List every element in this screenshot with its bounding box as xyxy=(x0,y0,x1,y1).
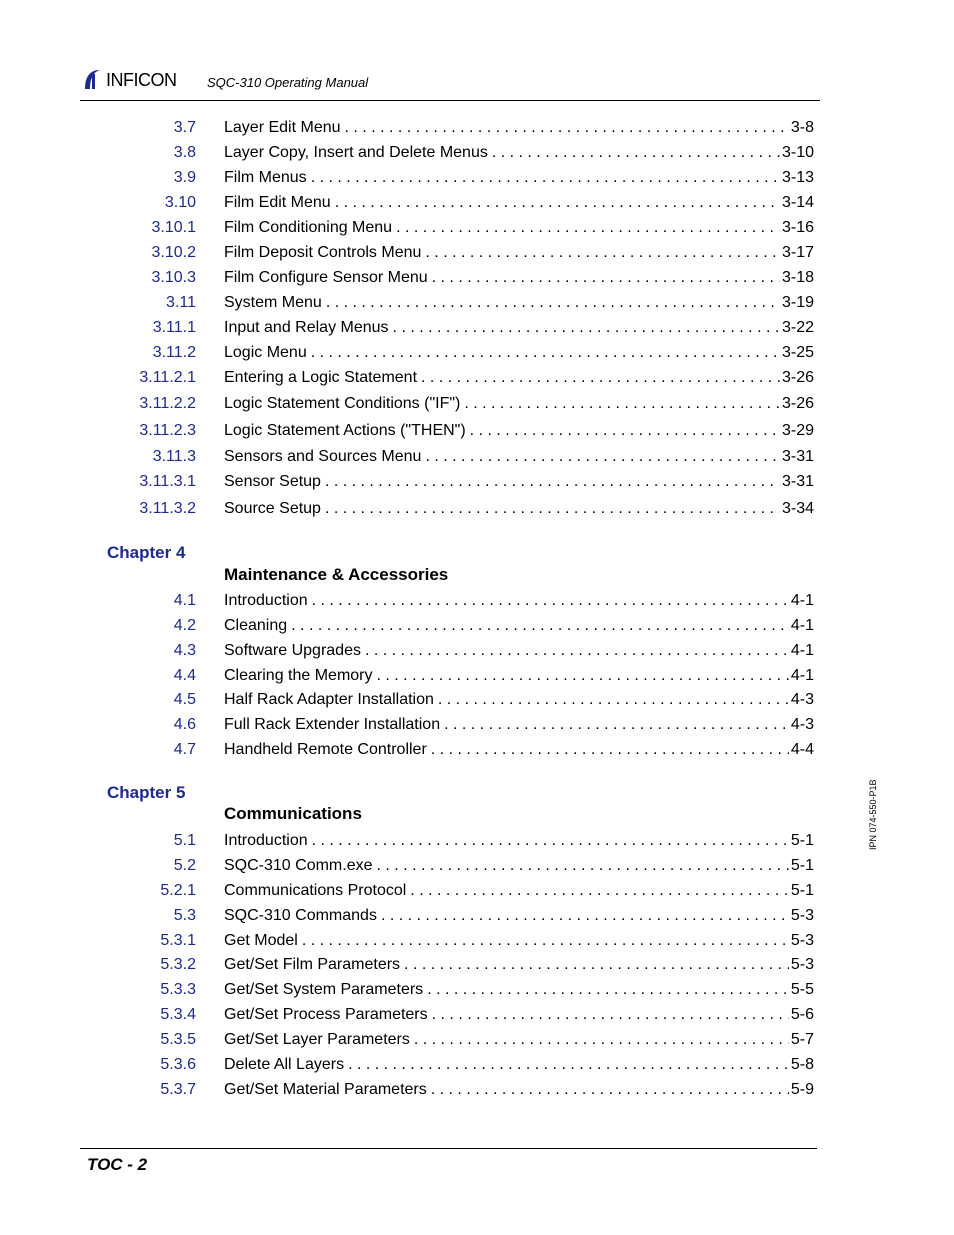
toc-entry-line xyxy=(224,980,814,1000)
toc-entry-line xyxy=(224,394,814,414)
toc-entry-page: 4-4 xyxy=(790,741,814,758)
dot-leader xyxy=(311,168,780,188)
dot-leader xyxy=(438,690,789,710)
dot-leader xyxy=(377,666,789,686)
toc-entry[interactable] xyxy=(0,118,954,140)
toc-entry[interactable] xyxy=(0,641,954,663)
toc-entry[interactable] xyxy=(0,394,954,416)
dot-leader xyxy=(464,394,780,414)
dot-leader xyxy=(425,243,780,263)
toc-entry[interactable] xyxy=(0,715,954,737)
toc-entry-title: Entering a Logic Statement xyxy=(224,368,421,388)
toc-entry-number[interactable]: 4.4 xyxy=(173,667,196,684)
toc-entry-line xyxy=(224,318,814,338)
toc-entry[interactable] xyxy=(0,499,954,521)
toc-entry-number[interactable]: 3.11.3 xyxy=(152,448,196,465)
inficon-logo-mark-icon xyxy=(82,68,104,90)
toc-entry-number[interactable]: 3.11.2 xyxy=(152,344,196,361)
toc-entry-page: 3-34 xyxy=(781,500,814,517)
toc-entry-number[interactable]: 3.11.2.1 xyxy=(139,369,196,386)
toc-entry-title: Software Upgrades xyxy=(224,641,365,661)
toc-entry-title: Logic Statement Actions ("THEN") xyxy=(224,421,470,441)
toc-entry[interactable] xyxy=(0,1080,954,1102)
toc-entry-line xyxy=(224,1030,814,1050)
toc-entry-number[interactable]: 4.1 xyxy=(173,592,196,609)
ipn-side-note: IPN 074-550-P1B xyxy=(868,779,878,850)
toc-entry-page: 3-14 xyxy=(781,194,814,211)
toc-entry-title: Get/Set Layer Parameters xyxy=(224,1030,414,1050)
toc-entry-page: 3-29 xyxy=(781,422,814,439)
toc-entry-number[interactable]: 5.1 xyxy=(173,832,196,849)
toc-entry-page: 5-1 xyxy=(790,857,814,874)
toc-entry-page: 3-25 xyxy=(781,344,814,361)
toc-entry[interactable] xyxy=(0,831,954,853)
toc-entry-title: System Menu xyxy=(224,293,326,313)
toc-entry[interactable] xyxy=(0,343,954,365)
toc-entry[interactable] xyxy=(0,591,954,613)
toc-entry[interactable] xyxy=(0,906,954,928)
toc-entry-number[interactable]: 3.11 xyxy=(166,294,196,311)
toc-entry-title: Get/Set Material Parameters xyxy=(224,1080,431,1100)
toc-entry[interactable] xyxy=(0,980,954,1002)
toc-entry-line xyxy=(224,243,814,263)
toc-entry-line xyxy=(224,881,814,901)
toc-entry-page: 3-18 xyxy=(781,269,814,286)
dot-leader xyxy=(377,856,789,876)
toc-entry-title: Film Menus xyxy=(224,168,311,188)
toc-entry-title: Communications Protocol xyxy=(224,881,410,901)
toc-entry-title: Half Rack Adapter Installation xyxy=(224,690,438,710)
toc-entry-line xyxy=(224,368,814,388)
toc-entry-page: 5-7 xyxy=(790,1031,814,1048)
toc-entry-page: 5-9 xyxy=(790,1081,814,1098)
toc-entry-title: Input and Relay Menus xyxy=(224,318,393,338)
toc-entry-line xyxy=(224,499,814,519)
toc-entry[interactable] xyxy=(0,268,954,290)
dot-leader xyxy=(431,740,789,760)
toc-entry-line xyxy=(224,1080,814,1100)
dot-leader xyxy=(348,1055,789,1075)
dot-leader xyxy=(312,831,789,851)
toc-entry-number[interactable]: 5.3.7 xyxy=(160,1081,196,1098)
toc-entry-number[interactable]: 4.7 xyxy=(173,741,196,758)
toc-entry-line xyxy=(224,118,814,138)
toc-entry-title: Delete All Layers xyxy=(224,1055,348,1075)
dot-leader xyxy=(291,616,789,636)
dot-leader xyxy=(425,447,780,467)
chapter-title: Maintenance & Accessories xyxy=(224,565,449,584)
toc-entry-line xyxy=(224,143,814,163)
toc-entry-page: 3-10 xyxy=(781,144,814,161)
toc-entry-page: 3-8 xyxy=(790,119,814,136)
toc-entry-number[interactable]: 3.7 xyxy=(173,119,196,136)
footer-rule xyxy=(80,1148,817,1149)
toc-entry-line xyxy=(224,641,814,661)
toc-entry-title: Cleaning xyxy=(224,616,291,636)
toc-entry-number[interactable]: 3.11.3.1 xyxy=(139,473,196,490)
toc-entry-page: 5-8 xyxy=(790,1056,814,1073)
toc-entry-line xyxy=(224,955,814,975)
toc-entry-line xyxy=(224,715,814,735)
toc-entry-number[interactable]: 3.11.2.3 xyxy=(139,422,196,439)
toc-entry-number[interactable]: 5.3.5 xyxy=(160,1031,196,1048)
dot-leader xyxy=(470,421,780,441)
logo-text: INFICON xyxy=(106,70,177,90)
toc-entry-title: Get/Set Film Parameters xyxy=(224,955,404,975)
toc-entry-number[interactable]: 4.6 xyxy=(173,716,196,733)
toc-entry-line xyxy=(224,856,814,876)
toc-entry-title: Logic Statement Conditions ("IF") xyxy=(224,394,464,414)
toc-entry[interactable] xyxy=(0,740,954,762)
dot-leader xyxy=(414,1030,789,1050)
toc-entry-number[interactable]: 4.3 xyxy=(173,642,196,659)
dot-leader xyxy=(421,368,780,388)
dot-leader xyxy=(431,1080,789,1100)
toc-entry[interactable] xyxy=(0,690,954,712)
toc-entry-line xyxy=(224,343,814,363)
chapter-title: Communications xyxy=(224,804,362,823)
toc-entry[interactable] xyxy=(0,193,954,215)
toc-entry-number[interactable]: 5.3.6 xyxy=(160,1056,196,1073)
inficon-logo xyxy=(82,60,177,90)
toc-entry-title: Film Configure Sensor Menu xyxy=(224,268,432,288)
toc-entry-title: Get Model xyxy=(224,931,302,951)
toc-entry-number[interactable]: 3.11.1 xyxy=(152,319,196,336)
toc-entry-number[interactable]: 5.3.2 xyxy=(160,956,196,973)
toc-entry-number[interactable]: 5.3 xyxy=(173,907,196,924)
dot-leader xyxy=(427,980,789,1000)
toc-entry-number[interactable]: 3.10.1 xyxy=(151,219,196,236)
toc-entry-line xyxy=(224,906,814,926)
dot-leader xyxy=(381,906,789,926)
toc-entry-line xyxy=(224,472,814,492)
toc-entry-line xyxy=(224,616,814,636)
toc-entry-line xyxy=(224,218,814,238)
toc-entry[interactable] xyxy=(0,293,954,315)
toc-entry-number[interactable]: 3.8 xyxy=(173,144,196,161)
toc-entry-line xyxy=(224,591,814,611)
toc-entry-line xyxy=(224,421,814,441)
dot-leader xyxy=(325,472,780,492)
toc-entry-page: 4-1 xyxy=(790,642,814,659)
toc-entry-line xyxy=(224,268,814,288)
toc-entry-line xyxy=(224,1005,814,1025)
toc-entry-number[interactable]: 3.10.3 xyxy=(151,269,196,286)
toc-entry-title: Get/Set Process Parameters xyxy=(224,1005,432,1025)
dot-leader xyxy=(311,343,780,363)
toc-entry[interactable] xyxy=(0,1005,954,1027)
dot-leader xyxy=(365,641,789,661)
toc-entry-number[interactable]: 3.10 xyxy=(164,194,196,211)
dot-leader xyxy=(492,143,780,163)
toc-entry-number[interactable]: 3.11.2.2 xyxy=(139,395,196,412)
toc-entry-title: SQC-310 Commands xyxy=(224,906,381,926)
toc-entry-page: 4-1 xyxy=(790,617,814,634)
footer-page-label: TOC - 2 xyxy=(87,1155,148,1174)
toc-entry-title: Handheld Remote Controller xyxy=(224,740,431,760)
toc-entry[interactable] xyxy=(0,666,954,688)
toc-entry[interactable] xyxy=(0,218,954,240)
toc-entry-line xyxy=(224,293,814,313)
toc-entry[interactable] xyxy=(0,955,954,977)
toc-entry[interactable] xyxy=(0,616,954,638)
toc-entry-page: 4-1 xyxy=(790,667,814,684)
toc-entry[interactable] xyxy=(0,243,954,265)
toc-entry-line xyxy=(224,931,814,951)
toc-entry-title: Clearing the Memory xyxy=(224,666,377,686)
toc-entry-number[interactable]: 3.10.2 xyxy=(151,244,196,261)
toc-entry-number[interactable]: 4.5 xyxy=(173,691,196,708)
toc-entry-page: 5-3 xyxy=(790,956,814,973)
dot-leader xyxy=(345,118,789,138)
toc-entry-line xyxy=(224,666,814,686)
toc-entry[interactable] xyxy=(0,856,954,878)
toc-entry-page: 3-19 xyxy=(781,294,814,311)
toc-entry-page: 3-26 xyxy=(781,369,814,386)
toc-entry-page: 3-31 xyxy=(781,473,814,490)
toc-entry-title: SQC-310 Comm.exe xyxy=(224,856,377,876)
dot-leader xyxy=(302,931,789,951)
toc-entry-title: Sensors and Sources Menu xyxy=(224,447,425,467)
toc-entry-line xyxy=(224,193,814,213)
toc-entry-title: Layer Edit Menu xyxy=(224,118,345,138)
toc-entry-title: Film Edit Menu xyxy=(224,193,335,213)
toc-entry-title: Layer Copy, Insert and Delete Menus xyxy=(224,143,492,163)
toc-entry-title: Film Conditioning Menu xyxy=(224,218,396,238)
toc-entry-page: 4-3 xyxy=(790,691,814,708)
toc-entry-number[interactable]: 4.2 xyxy=(173,617,196,634)
toc-entry-line xyxy=(224,831,814,851)
dot-leader xyxy=(410,881,789,901)
dot-leader xyxy=(396,218,780,238)
page-header xyxy=(80,56,820,101)
toc-entry-page: 3-13 xyxy=(781,169,814,186)
toc-entry[interactable] xyxy=(0,368,954,390)
toc-entry-title: Get/Set System Parameters xyxy=(224,980,427,1000)
toc-entry-page: 5-3 xyxy=(790,907,814,924)
toc-entry-line xyxy=(224,1055,814,1075)
toc-entry-page: 5-1 xyxy=(790,882,814,899)
toc-entry-page: 3-31 xyxy=(781,448,814,465)
dot-leader xyxy=(335,193,780,213)
toc-entry-title: Source Setup xyxy=(224,499,325,519)
toc-entry-number[interactable]: 5.2 xyxy=(173,857,196,874)
toc-entry-number[interactable]: 5.3.3 xyxy=(160,981,196,998)
toc-entry-page: 5-5 xyxy=(790,981,814,998)
toc-entry-page: 3-26 xyxy=(781,395,814,412)
toc-entry-line xyxy=(224,690,814,710)
toc-entry-number[interactable]: 3.11.3.2 xyxy=(139,500,196,517)
toc-entry[interactable] xyxy=(0,143,954,165)
toc-entry-number[interactable]: 5.3.1 xyxy=(160,932,196,949)
toc-entry[interactable] xyxy=(0,421,954,443)
toc-entry-page: 5-6 xyxy=(790,1006,814,1023)
toc-entry-page: 5-1 xyxy=(790,832,814,849)
toc-entry-page: 4-1 xyxy=(790,592,814,609)
toc-entry[interactable] xyxy=(0,472,954,494)
toc-entry[interactable] xyxy=(0,1030,954,1052)
toc-entry-page: 3-17 xyxy=(781,244,814,261)
toc-entry-number[interactable]: 5.2.1 xyxy=(160,882,196,899)
dot-leader xyxy=(326,293,780,313)
toc-entry[interactable] xyxy=(0,931,954,953)
dot-leader xyxy=(312,591,789,611)
toc-entry-page: 3-16 xyxy=(781,219,814,236)
chapter-heading: Chapter 5 xyxy=(107,783,186,802)
dot-leader xyxy=(325,499,780,519)
toc-entry-page: 5-3 xyxy=(790,932,814,949)
toc-entry-number[interactable]: 5.3.4 xyxy=(160,1006,196,1023)
toc-entry-page: 4-3 xyxy=(790,716,814,733)
toc-entry-line xyxy=(224,447,814,467)
toc-entry[interactable] xyxy=(0,318,954,340)
dot-leader xyxy=(404,955,789,975)
toc-entry-page: 3-22 xyxy=(781,319,814,336)
toc-entry-title: Sensor Setup xyxy=(224,472,325,492)
toc-entry[interactable] xyxy=(0,881,954,903)
toc-entry-title: Introduction xyxy=(224,591,312,611)
toc-entry-title: Logic Menu xyxy=(224,343,311,363)
toc-entry-title: Full Rack Extender Installation xyxy=(224,715,444,735)
toc-entry-title: Film Deposit Controls Menu xyxy=(224,243,425,263)
toc-entry[interactable] xyxy=(0,447,954,469)
toc-entry[interactable] xyxy=(0,168,954,190)
dot-leader xyxy=(393,318,780,338)
toc-entry-number[interactable]: 3.9 xyxy=(173,169,196,186)
toc-entry-line xyxy=(224,168,814,188)
manual-title: SQC-310 Operating Manual xyxy=(207,75,369,90)
chapter-heading: Chapter 4 xyxy=(107,543,186,562)
dot-leader xyxy=(432,268,780,288)
dot-leader xyxy=(432,1005,789,1025)
toc-entry-title: Introduction xyxy=(224,831,312,851)
toc-entry-line xyxy=(224,740,814,760)
toc-entry[interactable] xyxy=(0,1055,954,1077)
dot-leader xyxy=(444,715,789,735)
